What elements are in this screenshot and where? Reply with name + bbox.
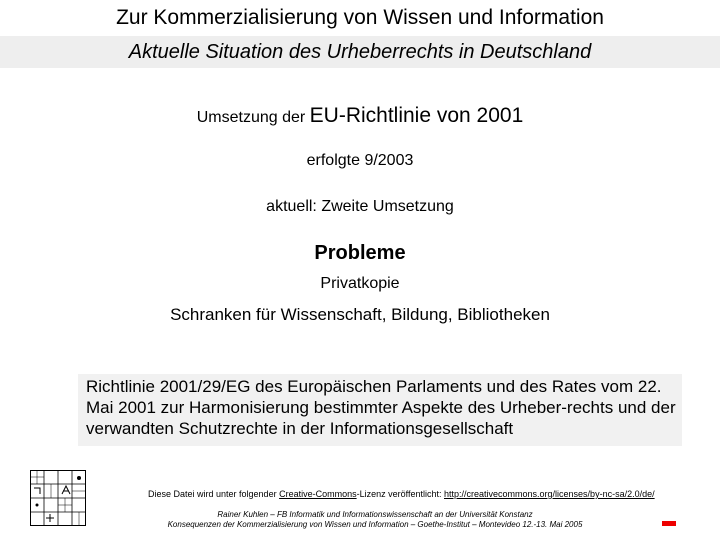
problems-heading: Probleme	[314, 242, 406, 264]
footer-author: Rainer Kuhlen – FB Informatik und Informationswissenschaft an der Universität Konstanz	[217, 510, 533, 519]
directive-quote-text: Richtlinie 2001/29/EG des Europäischen Parlaments und des Rates vom 22. Mai 2001 zur Harmonisierung bestimmter Aspekte des Urheber-rechts und der verwandten Schutzrechte in der Informationsgesellschaft	[86, 377, 676, 438]
implemented-line: erfolgte 9/2003	[306, 152, 414, 169]
footer-event: Konsequenzen der Kommerzialisierung von Wissen und Information – Goethe-Institut – Montevideo 12.-13. Mai 2005	[167, 520, 583, 529]
creative-commons-link[interactable]: Creative-Commons	[279, 489, 357, 499]
slide-subtitle-text: Aktuelle Situation des Urheberrechts in Deutschland	[128, 41, 592, 63]
slide-subtitle	[0, 36, 720, 68]
slide-title-text: Zur Kommerzialisierung von Wissen und Information	[116, 6, 604, 29]
eu-directive-prefix: Umsetzung der	[196, 109, 310, 126]
slide-footer	[110, 510, 640, 530]
current-line: aktuell: Zweite Umsetzung	[266, 198, 454, 215]
license-mid: -Lizenz veröffentlicht:	[356, 489, 444, 499]
slide-title	[0, 0, 720, 36]
license-url-link[interactable]: http://creativecommons.org/licenses/by-nc-sa/2.0/de/	[444, 489, 655, 499]
eu-directive-line	[0, 104, 720, 128]
problem-limitations: Schranken für Wissenschaft, Bildung, Bibliotheken	[170, 305, 550, 324]
directive-quote-box	[78, 374, 682, 446]
eu-directive-main: EU-Richtlinie von 2001	[309, 104, 524, 127]
license-prefix: Diese Datei wird unter folgender	[148, 489, 280, 499]
red-accent-mark	[662, 521, 676, 526]
university-logo	[30, 470, 86, 526]
license-notice	[148, 489, 655, 499]
problem-private-copy: Privatkopie	[320, 275, 400, 292]
